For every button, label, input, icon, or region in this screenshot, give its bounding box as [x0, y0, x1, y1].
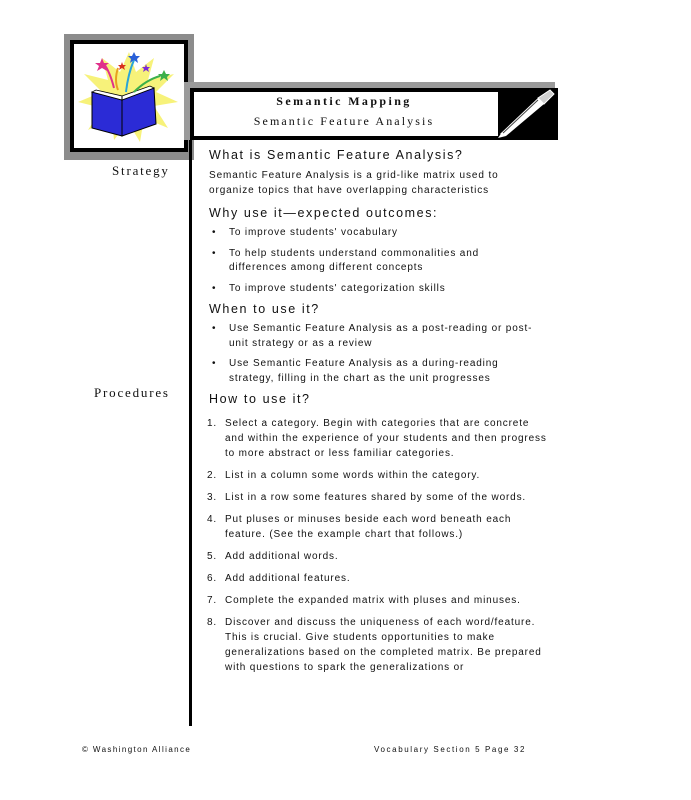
step-text: Complete the expanded matrix with pluses and minuses. — [225, 595, 521, 606]
how-heading: How to use it? — [209, 392, 311, 406]
procedures-label: Procedures — [94, 385, 170, 400]
when-list — [209, 322, 569, 386]
list-item: • Use Semantic Feature Analysis as a during-reading strategy, filling in the chart as the unit progresses — [209, 357, 529, 386]
fountain-pen-icon — [498, 88, 556, 138]
step-text: Put pluses or minuses beside each word beneath each feature. (See the example chart that follows.) — [225, 514, 512, 540]
step-text: Discover and discuss the uniqueness of each word/feature. This is crucial. Give students opportunities to make generalizations based on the completed matrix. Be prepared with questions to spark the generalizations or — [225, 617, 542, 673]
open-book-with-stars-icon — [74, 44, 184, 148]
list-item: • Use Semantic Feature Analysis as a post-reading or post-unit strategy or as a review — [209, 322, 549, 351]
why-list — [209, 226, 569, 296]
list-item — [207, 512, 543, 542]
footer-page-info: Vocabulary Section 5 Page 32 — [374, 745, 526, 754]
list-item — [207, 571, 567, 586]
vertical-divider — [189, 140, 192, 726]
step-text: Add additional features. — [225, 573, 351, 584]
step-number: 1. — [207, 418, 218, 429]
list-item — [207, 615, 550, 675]
main-content — [209, 148, 569, 682]
step-number: 2. — [207, 470, 218, 481]
step-number: 4. — [207, 514, 218, 525]
list-item — [207, 416, 547, 461]
what-text: Semantic Feature Analysis is a grid-like matrix used to organize topics that have overlapping characteristics — [209, 170, 499, 196]
step-text: Select a category. Begin with categories that are concrete and within the experience of your students and then progress to more abstract or less familiar categories. — [225, 418, 547, 459]
list-item — [207, 593, 567, 608]
step-number: 6. — [207, 573, 218, 584]
list-item: • To improve students' vocabulary — [209, 226, 569, 241]
step-number: 8. — [207, 617, 218, 628]
list-item — [207, 468, 567, 483]
step-number: 7. — [207, 595, 218, 606]
what-heading: What is Semantic Feature Analysis? — [209, 148, 464, 162]
list-item — [207, 549, 567, 564]
footer-copyright: © Washington Alliance — [82, 745, 192, 754]
step-text: List in a row some features shared by some of the words. — [225, 492, 527, 503]
page-subtitle: Semantic Feature Analysis — [253, 114, 435, 128]
list-item — [207, 490, 567, 505]
step-text: Add additional words. — [225, 551, 339, 562]
step-text: List in a column some words within the category. — [225, 470, 481, 481]
strategy-label: Strategy — [112, 163, 170, 178]
book-logo — [70, 40, 188, 152]
step-number: 5. — [207, 551, 218, 562]
list-item: • To help students understand commonalities and differences among different concepts — [209, 247, 509, 276]
list-item: • To improve students' categorization skills — [209, 282, 569, 297]
when-heading: When to use it? — [209, 302, 320, 316]
step-number: 3. — [207, 492, 218, 503]
how-steps-list — [209, 416, 569, 675]
page-title: Semantic Mapping — [276, 94, 412, 108]
why-heading: Why use it—expected outcomes: — [209, 206, 439, 220]
